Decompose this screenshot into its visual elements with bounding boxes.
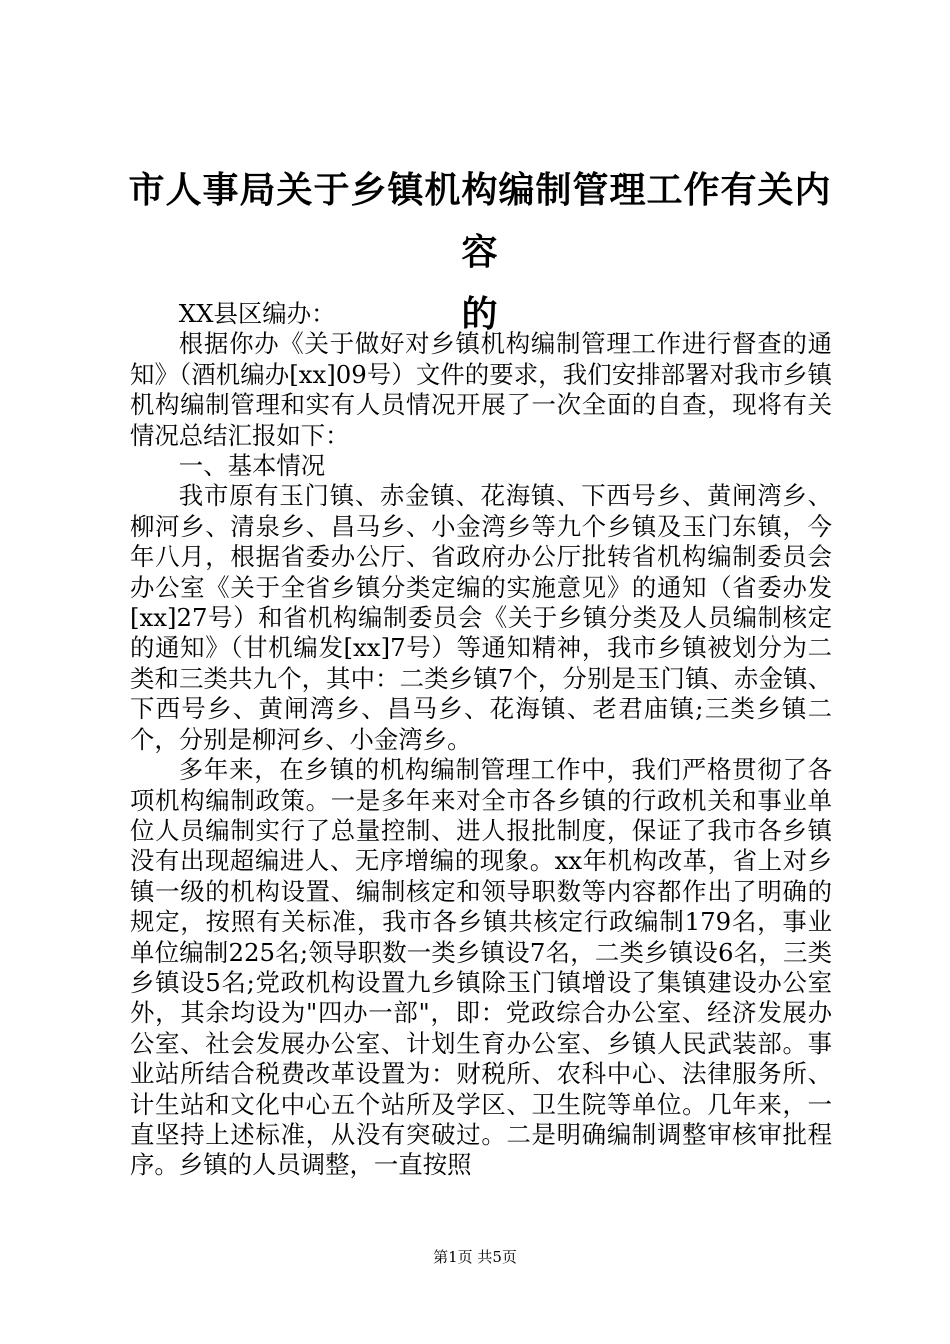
title-line-1: 市人事局关于乡镇机构编制管理工作有关内容 <box>128 170 832 273</box>
page-number-footer: 第1页 共5页 <box>433 1248 517 1266</box>
document-body <box>130 299 832 1181</box>
title-line-2: 的 <box>461 294 499 335</box>
paragraph-basic-info: 我市原有玉门镇、赤金镇、花海镇、下西号乡、黄闸湾乡、柳河乡、清泉乡、昌马乡、小金湾乡等九个乡镇及玉门东镇，今年八月，根据省委办公厅、省政府办公厅批转省机构编制委员会办公室《关于全省乡镇分类定编的实施意见》的通知（省委办发[xx]27号）和省机构编制委员会《关于乡镇分类及人员编制核定的通知》（甘机编发[xx]7号）等通知精神，我市乡镇被划分为二类和三类共九个，其中：二类乡镇7个，分别是玉门镇、赤金镇、下西号乡、黄闸湾乡、昌马乡、花海镇、老君庙镇;三类乡镇二个，分别是柳河乡、小金湾乡。 <box>130 481 832 754</box>
paragraph-intro: 根据你办《关于做好对乡镇机构编制管理工作进行督查的通知》（酒机编办[xx]09号）文件的要求，我们安排部署对我市乡镇机构编制管理和实有人员情况开展了一次全面的自查，现将有关情况总结汇报如下： <box>130 329 832 450</box>
salutation: XX县区编办： <box>178 299 336 328</box>
paragraph-management: 多年来，在乡镇的机构编制管理工作中，我们严格贯彻了各项机构编制政策。一是多年来对全市各乡镇的行政机关和事业单位人员编制实行了总量控制、进人报批制度，保证了我市各乡镇没有出现超编进人、无序增编的现象。xx年机构改革，省上对乡镇一级的机构设置、编制核定和领导职数等内容都作出了明确的规定，按照有关标准，我市各乡镇共核定行政编制179名，事业单位编制225名;领导职数一类乡镇设7名，二类乡镇设6名，三类乡镇设5名;党政机构设置九乡镇除玉门镇增设了集镇建设办公室外，其余均设为"四办一部"，即：党政综合办公室、经济发展办公室、社会发展办公室、计划生育办公室、乡镇人民武装部。事业站所结合税费改革设置为：财税所、农科中心、法律服务所、计生站和文化中心五个站所及学区、卫生院等单位。几年来，一直坚持上述标准，从没有突破过。二是明确编制调整审核审批程序。乡镇的人员调整，一直按照 <box>130 755 832 1180</box>
section-heading: 一、基本情况 <box>178 451 326 481</box>
